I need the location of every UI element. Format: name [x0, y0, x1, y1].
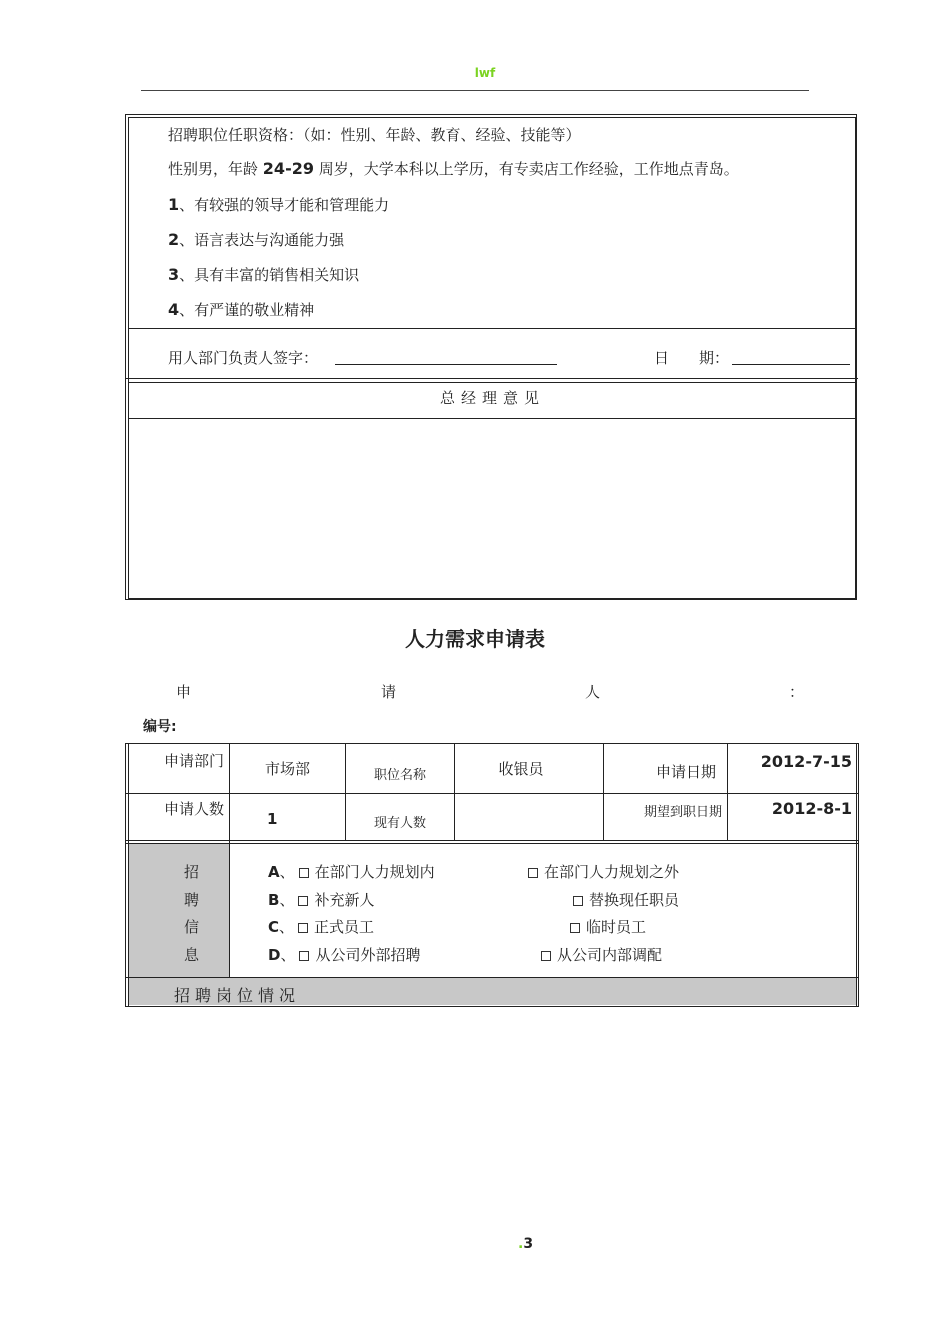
dept-head-signature-field[interactable] — [335, 364, 557, 365]
qualification-intro — [168, 158, 739, 179]
item-text: 、具有丰富的销售相关知识 — [179, 266, 360, 284]
option-text: 正式员工 — [314, 918, 375, 936]
page-number-value: 3 — [523, 1236, 534, 1252]
application-table — [125, 743, 859, 1007]
qualification-item — [168, 299, 314, 320]
item-number: 4 — [168, 300, 180, 319]
applicant-char: 人 — [585, 683, 601, 701]
checkbox-icon[interactable] — [573, 896, 583, 906]
recruit-info-label: 息 — [184, 946, 200, 964]
page-dot: . — [518, 1236, 524, 1252]
application-date-label: 申请日期 — [655, 763, 716, 781]
option-text: 在部门人力规划之外 — [544, 863, 680, 881]
applicant-char: 申 — [176, 683, 192, 701]
item-number: 1 — [168, 195, 180, 214]
row-divider — [126, 977, 858, 978]
divider — [128, 328, 857, 329]
option-letter: A — [268, 863, 280, 881]
checkbox-icon[interactable] — [570, 923, 580, 933]
item-number: 2 — [168, 230, 180, 249]
option-d-right[interactable] — [537, 944, 662, 965]
dept-value[interactable]: 市场部 — [264, 760, 310, 778]
col-divider — [128, 744, 129, 1006]
checkbox-icon[interactable] — [541, 951, 551, 961]
date-label: 日 期： — [654, 349, 730, 367]
page-number — [518, 1236, 533, 1252]
checkbox-icon[interactable] — [298, 896, 308, 906]
divider — [128, 382, 857, 383]
option-text: 从公司内部调配 — [557, 946, 663, 964]
header-mark: lwf — [474, 66, 496, 80]
option-a-left[interactable]: A、 在部门人力规划内 — [268, 863, 435, 881]
row-divider — [126, 843, 858, 844]
date-field[interactable] — [732, 364, 850, 365]
number-label: 编号: — [143, 719, 177, 735]
option-text: 在部门人力规划内 — [314, 863, 435, 881]
headcount-label: 申请人数 — [164, 800, 224, 818]
recruit-info-label-bg — [128, 843, 229, 977]
expected-date-value[interactable]: 2012-8-1 — [771, 799, 852, 818]
item-number: 3 — [168, 265, 180, 284]
recruit-info-label: 聘 — [184, 891, 200, 909]
item-text: 、语言表达与沟通能力强 — [179, 231, 345, 249]
divider — [128, 418, 857, 419]
item-text: 、有严谨的敬业精神 — [179, 301, 315, 319]
qualification-item — [168, 194, 389, 215]
col-divider — [603, 744, 604, 841]
option-text: 从公司外部招聘 — [315, 946, 421, 964]
option-text: 临时员工 — [586, 918, 647, 936]
gm-opinion-field[interactable] — [130, 420, 855, 596]
applicant-char: ： — [789, 683, 805, 701]
option-c-left[interactable]: C、 正式员工 — [268, 918, 375, 936]
expected-date-label: 期望到职日期 — [643, 805, 722, 820]
position-status-label: 招聘岗位情况 — [174, 986, 301, 1005]
qualification-heading: 招聘职位任职资格：（如：性别、年龄、教育、经验、技能等） — [168, 126, 581, 144]
checkbox-icon[interactable] — [299, 868, 309, 878]
option-letter: D — [268, 946, 281, 964]
option-letter: B — [268, 891, 280, 909]
option-text: 替换现任职员 — [589, 891, 680, 909]
col-divider — [856, 744, 857, 1006]
row-divider — [126, 793, 858, 794]
option-c-right[interactable] — [566, 916, 646, 937]
intro-suffix: 周岁，大学本科以上学历，有专卖店工作经验，工作地点青岛。 — [318, 160, 739, 178]
option-a-right[interactable] — [524, 861, 679, 882]
applicant-char: 请 — [381, 683, 397, 701]
qualification-item — [168, 264, 359, 285]
option-d-left[interactable]: D、 从公司外部招聘 — [268, 946, 421, 964]
position-value[interactable]: 收银员 — [498, 760, 544, 778]
dept-label: 申请部门 — [164, 752, 224, 770]
recruit-info-label: 招 — [184, 863, 200, 881]
qualification-item — [168, 229, 344, 250]
checkbox-icon[interactable] — [298, 923, 308, 933]
gm-opinion-label: 总经理意见 — [439, 389, 545, 407]
option-b-right[interactable] — [569, 889, 679, 910]
checkbox-icon[interactable] — [299, 951, 309, 961]
recruit-info-label: 信 — [184, 918, 200, 936]
intro-prefix: 性别男，年龄 — [168, 160, 259, 178]
option-text: 补充新人 — [314, 891, 375, 909]
option-letter: C — [268, 918, 280, 936]
position-label: 职位名称 — [373, 768, 426, 783]
col-divider — [727, 744, 728, 841]
form-title: 人力需求申请表 — [405, 627, 545, 651]
headcount-value[interactable]: 1 — [267, 810, 278, 828]
header-rule — [141, 90, 809, 91]
dept-head-signature-label: 用人部门负责人签字： — [168, 349, 319, 367]
divider — [125, 378, 858, 379]
current-headcount-label: 现有人数 — [373, 816, 426, 831]
option-b-left[interactable]: B、 补充新人 — [268, 891, 375, 909]
intro-age: 24-29 — [262, 159, 314, 178]
application-date-value[interactable]: 2012-7-15 — [760, 752, 852, 771]
row-divider — [126, 840, 858, 841]
checkbox-icon[interactable] — [528, 868, 538, 878]
item-text: 、有较强的领导才能和管理能力 — [179, 196, 390, 214]
